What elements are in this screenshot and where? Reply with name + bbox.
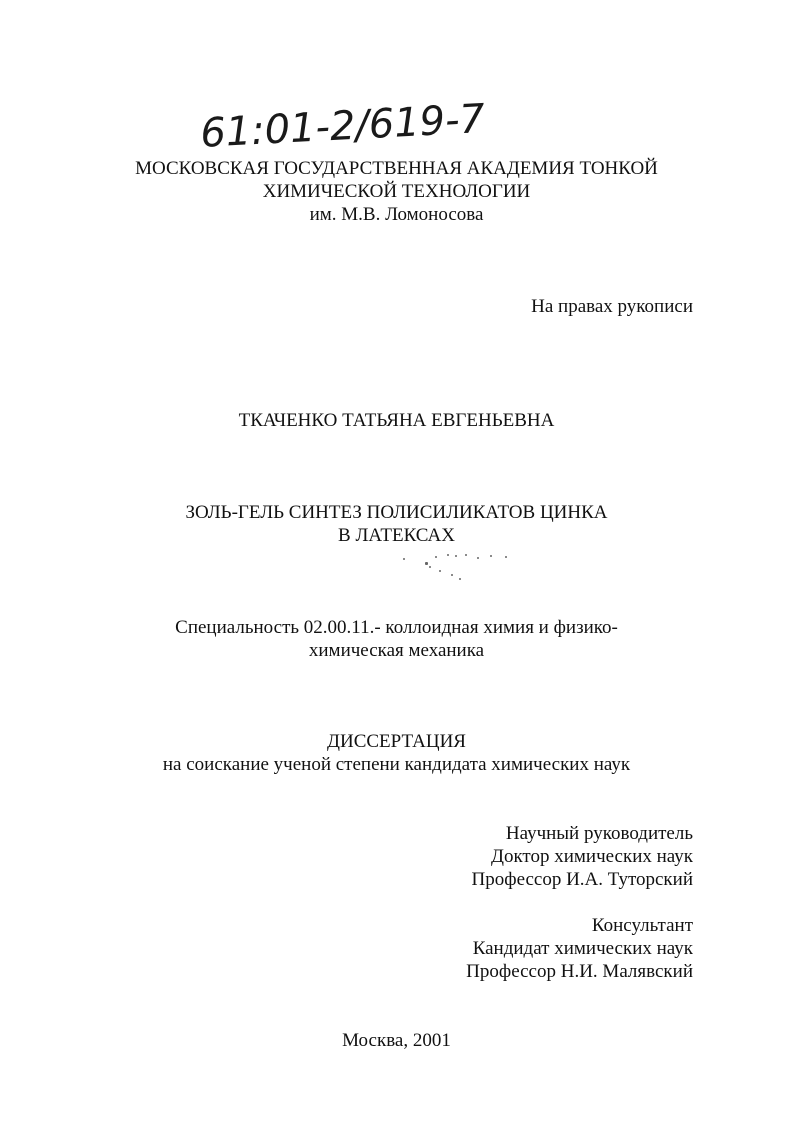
scan-artifact: [395, 552, 530, 588]
manuscript-rights: На правах рукописи: [531, 296, 693, 317]
place-and-year: Москва, 2001: [342, 1030, 451, 1051]
dissertation-heading: ДИССЕРТАЦИЯ: [327, 731, 466, 752]
institution-line-3: им. М.В. Ломоносова: [309, 204, 484, 225]
consultant-role: Консультант: [591, 915, 693, 936]
specialty-line-2: химическая механика: [308, 640, 485, 661]
consultant-degree: Кандидат химических наук: [472, 938, 693, 959]
institution-line-1: МОСКОВСКАЯ ГОСУДАРСТВЕННАЯ АКАДЕМИЯ ТОНКОЙ: [135, 158, 658, 179]
handwritten-archive-number: [195, 92, 545, 157]
consultant-name: Профессор Н.И. Малявский: [466, 961, 693, 982]
archive-number-text: 61:01-2/619-7: [199, 96, 487, 157]
handwritten-archive-number-graphic: [195, 92, 545, 157]
institution-line-2: ХИМИЧЕСКОЙ ТЕХНОЛОГИИ: [262, 181, 531, 202]
author-name: ТКАЧЕНКО ТАТЬЯНА ЕВГЕНЬЕВНА: [238, 410, 555, 431]
supervisor-role: Научный руководитель: [505, 823, 693, 844]
thesis-title-line-2: В ЛАТЕКСАХ: [338, 525, 455, 546]
supervisor-degree: Доктор химических наук: [490, 846, 693, 867]
specialty-line-1: Специальность 02.00.11.- коллоидная химия и физико-: [175, 617, 618, 638]
dissertation-subheading: на соискание ученой степени кандидата химических наук: [162, 754, 631, 775]
supervisor-name: Профессор И.А. Туторский: [471, 869, 693, 890]
thesis-title-line-1: ЗОЛЬ-ГЕЛЬ СИНТЕЗ ПОЛИСИЛИКАТОВ ЦИНКА: [185, 502, 608, 523]
